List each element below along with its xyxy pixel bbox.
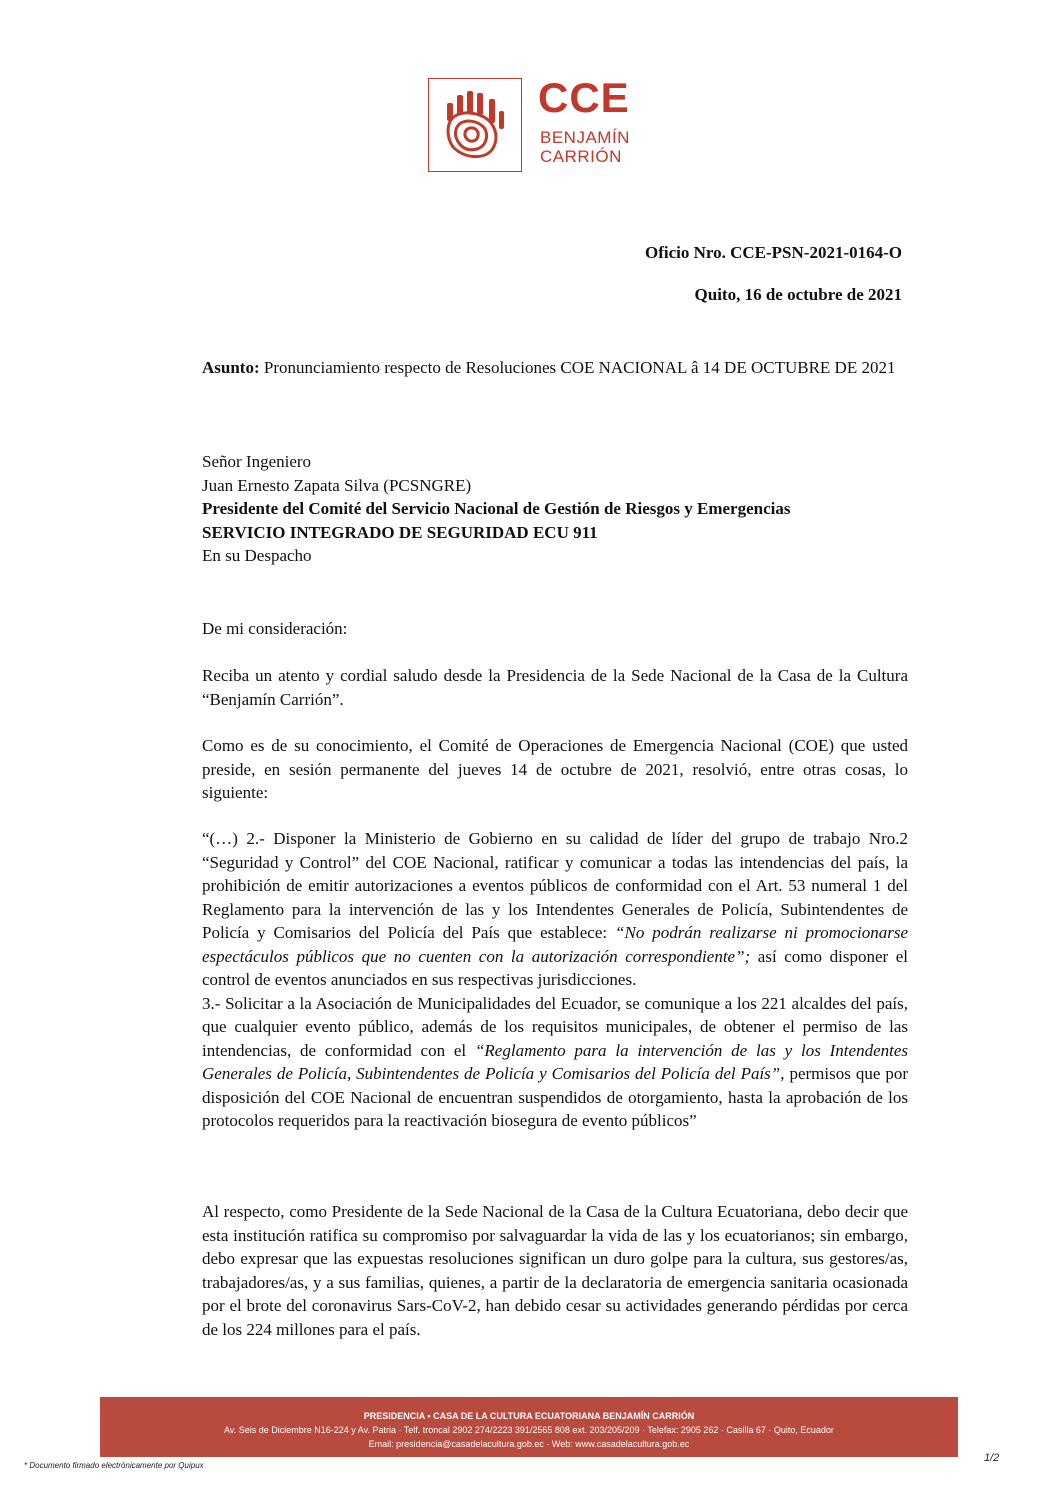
logo-name-line1: BENJAMÍN — [540, 128, 630, 147]
quote-block — [202, 827, 908, 1133]
recipient-closing: En su Despacho — [202, 546, 312, 565]
logo-name-line2: CARRIÓN — [540, 147, 622, 166]
recipient-block — [202, 450, 908, 568]
subject-text: Pronunciamiento respecto de Resoluciones COE NACIONAL â 14 DE OCTUBRE DE 2021 — [259, 358, 896, 377]
quote-3-end: , permisos que por disposición del COE Nacional de encuentran suspendidos de otorgamiento, hasta la aprobación de los protocolos requeridos para la reactivación biosegura de evento públicos” — [202, 1064, 908, 1130]
cce-logo — [428, 74, 640, 176]
footer-line-1: PRESIDENCIA • CASA DE LA CULTURA ECUATORIANA BENJAMÍN CARRIÓN — [363, 1411, 695, 1421]
footer-line-2: Av. Seis de Diciembre N16-224 y Av. Patria · Telf. troncal 2902 274/2223 391/2565 808 ext. 203/205/209 · Telefax: 2905 262 · Casilla 67 · Quito, Ecuador — [224, 1425, 834, 1435]
quote-3-text: 3.- Solicitar a la Asociación de Municipalidades del Ecuador, se comunique a los 221 alcaldes del país, que cualquier evento público, además de los requisitos municipales, de obtener el permiso de las intendencias, de conformidad con el — [202, 993, 908, 1060]
logo-acronym: CCE — [538, 74, 630, 121]
paragraph-1: Reciba un atento y cordial saludo desde la Presidencia de la Sede Nacional de la Casa de la Cultura “Benjamín Carrión”. — [202, 666, 908, 709]
subject-label: Asunto: — [202, 358, 260, 377]
paragraph-2: Como es de su conocimiento, el Comité de Operaciones de Emergencia Nacional (COE) que usted preside, en sesión permanente del jueves 14 de octubre de 2021, resolvió, entre otras cosas, lo siguiente: — [202, 736, 908, 802]
quote-2-italic: “No podrán realizarse ni promocionarse espectáculos públicos que no cuenten con la autorización correspondiente”; — [202, 923, 908, 966]
subject — [202, 356, 908, 380]
oficio-number: Oficio Nro. CCE-PSN-2021-0164-O — [644, 243, 902, 262]
recipient-position: Presidente del Comité del Servicio Nacional de Gestión de Riesgos y Emergencias — [202, 499, 791, 518]
greeting: De mi consideración: — [202, 619, 348, 638]
quote-item-2 — [202, 827, 908, 992]
place-date: Quito, 16 de octubre de 2021 — [694, 285, 902, 304]
footer-line-3: Email: presidencia@casadelacultura.gob.ec · Web: www.casadelacultura.gob.ec — [368, 1439, 690, 1449]
signature-note: * Documento firmado electrónicamente por Quipux — [24, 1461, 204, 1470]
recipient-title: Señor Ingeniero — [202, 452, 312, 471]
logo-name — [540, 128, 630, 166]
page-number: 1/2 — [984, 1452, 1000, 1464]
quote-item-3 — [202, 992, 908, 1133]
paragraph-3: Al respecto, como Presidente de la Sede Nacional de la Casa de la Cultura Ecuatoriana, debo decir que esta institución ratifica su compromiso por salvaguardar la vida de las y los ecuatorianos; sin embargo, debo expresar que las expuestas resoluciones significan un duro golpe para la cultura, sus gestores/as, trabajadores/as, y a sus familias, quienes, a partir de la declaratoria de emergencia sanitaria ocasionada por el brote del coronavirus Sars-CoV-2, han debido cesar su actividades generando pérdidas por cerca de los 224 millones para el país. — [202, 1202, 908, 1339]
hand-logo-icon — [428, 78, 522, 172]
quote-2-end: así como disponer el control de eventos anunciados en sus respectivas jurisdicciones. — [202, 946, 908, 989]
recipient-institution: SERVICIO INTEGRADO DE SEGURIDAD ECU 911 — [202, 522, 598, 542]
quote-2-text: “(…) 2.- Disponer la Ministerio de Gobierno en su calidad de líder del grupo de trabajo Nro.2 “Seguridad y Control” del COE Nacional, ratificar y comunicar a todas las intendencias del país, la prohibición de emitir autorizaciones a eventos públicos de conformidad con el Art. 53 numeral 1 del Reglamento para la intervención de las y los Intendentes Generales de Policía, Subintendentes de Policía y Comisarios del Policía del País que establece: — [202, 829, 908, 942]
recipient-name: Juan Ernesto Zapata Silva (PCSNGRE) — [202, 475, 472, 495]
quote-3-italic: “Reglamento para la intervención de las y los Intendentes Generales de Policía, Subintendentes de Policía y Comisarios del Policía del País” — [202, 1040, 908, 1083]
letterhead-footer — [100, 1397, 958, 1457]
